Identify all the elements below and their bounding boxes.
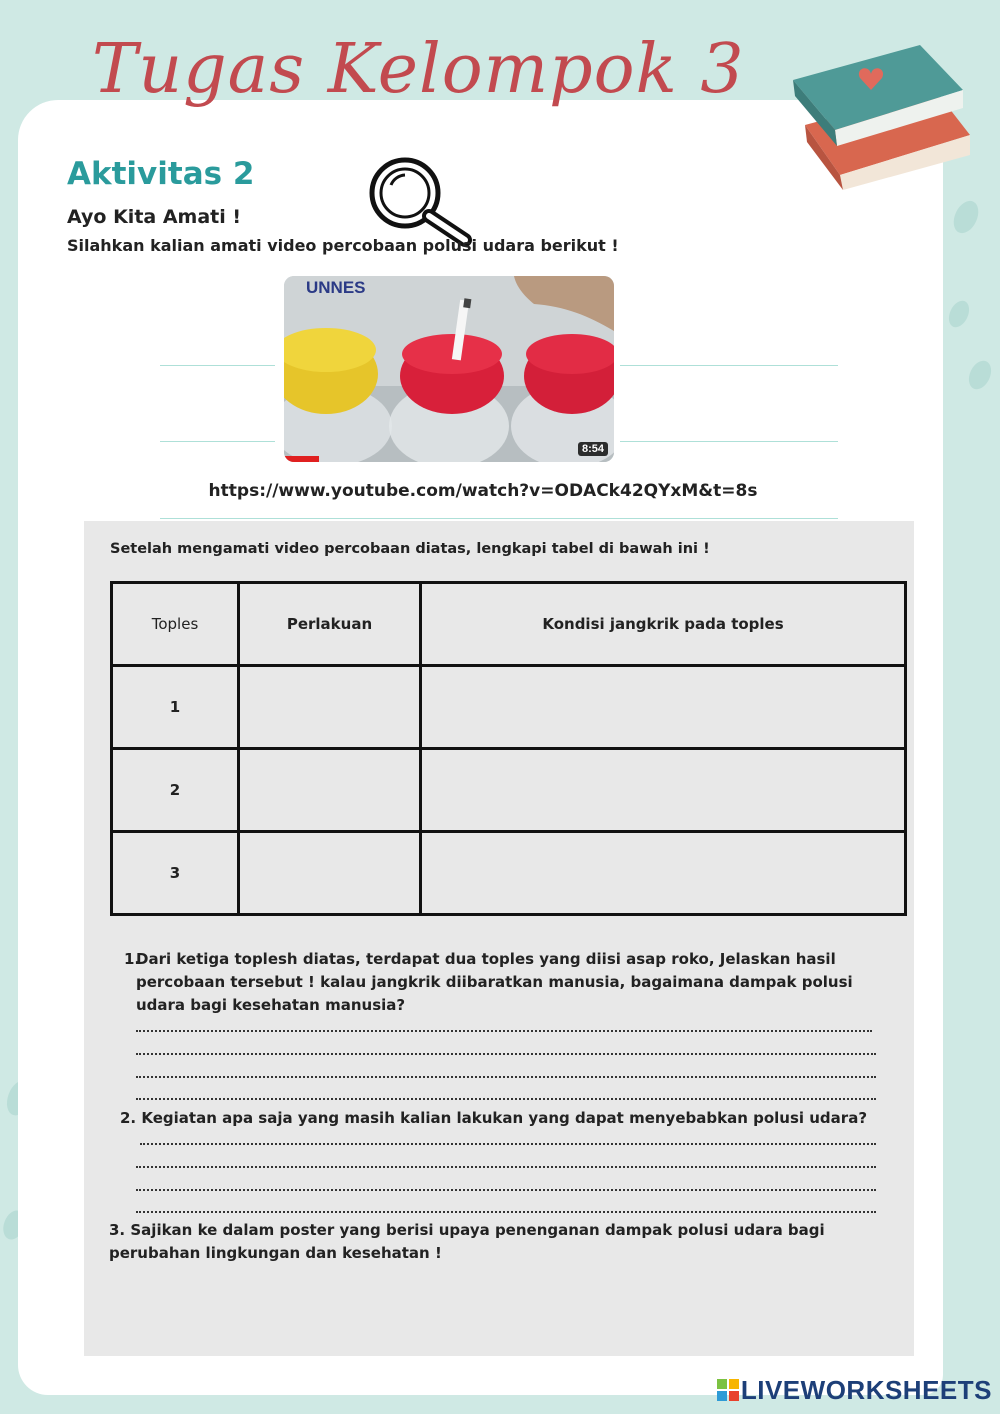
footer-brand: LIVEWORKSHEETS (740, 1375, 992, 1405)
row-number-cell: 1 (112, 666, 239, 749)
perlakuan-answer-cell[interactable] (239, 666, 421, 749)
divider-line (160, 365, 275, 366)
liveworksheets-logo (717, 1375, 992, 1406)
question-number: 3. (109, 1221, 126, 1239)
table-row (112, 666, 906, 749)
perlakuan-answer-cell[interactable] (239, 749, 421, 832)
question-number: 1. (124, 950, 141, 968)
kondisi-answer-cell[interactable] (421, 749, 906, 832)
answer-line[interactable] (136, 1030, 872, 1032)
exercise-panel (84, 521, 914, 1356)
question-text-line: percobaan tersebut ! kalau jangkrik diibaratkan manusia, bagaimana dampak polusi (136, 973, 853, 991)
books-icon (785, 30, 985, 200)
column-header-kondisi: Kondisi jangkrik pada toples (421, 583, 906, 666)
question-text-line: Sajikan ke dalam poster yang berisi upaya penenganan dampak polusi udara bagi (130, 1221, 825, 1239)
answer-line[interactable] (136, 1076, 876, 1078)
kondisi-answer-cell[interactable] (421, 832, 906, 915)
divider-line (160, 441, 275, 442)
question-text-line: Dari ketiga toplesh diatas, terdapat dua toples yang diisi asap roko, Jelaskan hasil (136, 950, 836, 968)
answer-line[interactable] (140, 1143, 876, 1145)
table-row (112, 832, 906, 915)
question-number: 2. (120, 1109, 137, 1127)
question-2 (120, 1107, 910, 1130)
row-number-cell: 2 (112, 749, 239, 832)
decor-leaf (945, 298, 973, 331)
perlakuan-answer-cell[interactable] (239, 832, 421, 915)
observation-table (110, 581, 907, 916)
answer-line[interactable] (136, 1166, 876, 1168)
video-duration-badge: 8:54 (578, 442, 608, 456)
video-link[interactable]: https://www.youtube.com/watch?v=ODACk42QYxM&t=8s (208, 481, 758, 501)
column-header-perlakuan: Perlakuan (239, 583, 421, 666)
activity-subtitle: Ayo Kita Amati ! (67, 206, 242, 228)
answer-line[interactable] (136, 1211, 876, 1213)
question-3 (109, 1219, 899, 1265)
question-text-line: perubahan lingkungan dan kesehatan ! (109, 1244, 442, 1262)
video-thumbnail[interactable] (284, 276, 614, 462)
divider-line (160, 518, 838, 519)
activity-instruction: Silahkan kalian amati video percobaan polusi udara berikut ! (67, 236, 619, 255)
divider-line (620, 365, 838, 366)
answer-line[interactable] (136, 1053, 876, 1055)
liveworksheets-logo-icon (717, 1379, 739, 1401)
decor-leaf (965, 357, 996, 393)
row-number-cell: 3 (112, 832, 239, 915)
divider-line (620, 441, 838, 442)
table-instruction: Setelah mengamati video percobaan diatas, lengkapi tabel di bawah ini ! (110, 541, 710, 557)
column-header-toples: Toples (112, 583, 239, 666)
table-header-row (112, 583, 906, 666)
kondisi-answer-cell[interactable] (421, 666, 906, 749)
activity-heading: Aktivitas 2 (67, 156, 255, 192)
table-row (112, 749, 906, 832)
question-text-line: Kegiatan apa saja yang masih kalian lakukan yang dapat menyebabkan polusi udara? (141, 1109, 868, 1127)
answer-line[interactable] (136, 1098, 876, 1100)
answer-line[interactable] (136, 1189, 876, 1191)
video-scene-image (284, 276, 614, 462)
decor-leaf (949, 197, 983, 237)
question-text-line: udara bagi kesehatan manusia? (136, 996, 406, 1014)
video-brand-label: UNNES (306, 278, 366, 297)
page-title: Tugas Kelompok 3 (92, 30, 745, 109)
